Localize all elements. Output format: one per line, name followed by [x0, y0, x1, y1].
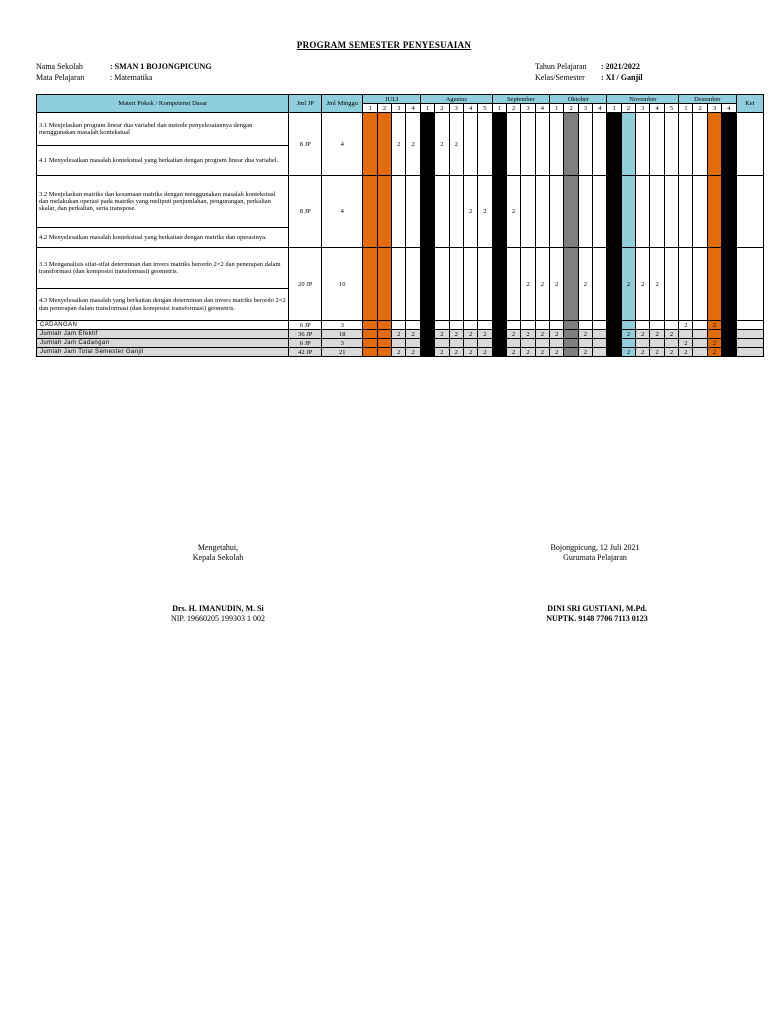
week-cell-orange	[707, 113, 721, 176]
week-cell	[679, 330, 693, 339]
week-cell	[650, 113, 664, 176]
week-cell: 2	[435, 330, 449, 339]
week-cell-orange	[707, 248, 721, 321]
kd-text: 4.1 Menyelesaikan masalah kontekstual yang berkaitan dengan program linear dua variabel.	[37, 146, 289, 176]
year-label: Tahun Pelajaran	[535, 62, 587, 71]
week-cell-orange	[377, 248, 391, 321]
week-cell: 2	[406, 113, 420, 176]
header-week: 2	[377, 104, 391, 113]
week-cell: 2	[679, 339, 693, 348]
ket-cell	[736, 330, 763, 339]
week-cell	[521, 176, 535, 248]
week-cell	[449, 248, 463, 321]
week-cell	[435, 176, 449, 248]
row-label: Jumlah Jam Total Semester Ganjil	[37, 348, 289, 357]
week-cell-orange	[377, 321, 391, 330]
week-cell	[506, 321, 520, 330]
school-label: Nama Sekolah	[36, 62, 83, 71]
week-cell: 2	[650, 330, 664, 339]
week-cell	[593, 248, 607, 321]
week-cell: 2	[478, 348, 492, 357]
week-cell	[463, 321, 477, 330]
week-cell: 2	[392, 330, 406, 339]
week-cell-black: 2	[607, 348, 621, 357]
header-week: 4	[593, 104, 607, 113]
jml-minggu: 3	[322, 321, 363, 330]
week-cell: 2	[406, 348, 420, 357]
week-cell-black: 2	[492, 176, 506, 248]
year-value: : 2021/2022	[601, 62, 640, 71]
week-cell: 2	[650, 248, 664, 321]
signature-left-name	[130, 604, 306, 624]
week-cell	[406, 321, 420, 330]
right-line2: Gurumata Pelajaran	[563, 553, 627, 562]
week-cell	[521, 339, 535, 348]
header-week: 2	[693, 104, 707, 113]
week-cell-black	[492, 339, 506, 348]
week-cell: 2	[664, 348, 678, 357]
week-cell	[463, 248, 477, 321]
week-cell-black: 2	[607, 330, 621, 339]
week-cell: 2	[636, 330, 650, 339]
week-cell-blue	[621, 113, 635, 176]
ket-cell	[736, 248, 763, 321]
week-cell: 2	[650, 348, 664, 357]
week-cell	[693, 330, 707, 339]
kd-text: 4.2 Menyelesaikan masalah kontekstual yang berkaitan dengan matriks dan operasinya.	[37, 228, 289, 248]
week-cell-gray	[564, 339, 578, 348]
week-cell-black	[607, 113, 621, 176]
ket-cell	[736, 339, 763, 348]
week-cell-black: 2	[722, 348, 736, 357]
header-week: 2	[564, 104, 578, 113]
jml-minggu: 21	[322, 348, 363, 357]
week-cell	[679, 176, 693, 248]
week-cell-orange	[363, 321, 377, 330]
header-week: 1	[363, 104, 377, 113]
header-week: 1	[550, 104, 564, 113]
week-cell: 2	[535, 348, 549, 357]
week-cell	[636, 339, 650, 348]
week-cell-orange	[363, 330, 377, 339]
week-cell	[406, 248, 420, 321]
week-cell	[593, 321, 607, 330]
kd-text: 3.2 Menjelaskan matriks dan kesamaan matriks dengan menggunakan masalah kontekstual dan melakukan operasi pada matriks yang meliputi penjumlahan, pengurangan, perkalian skalar, dan perkalian, serta transpose.	[37, 176, 289, 228]
header-week: 4	[535, 104, 549, 113]
week-cell: 2	[435, 113, 449, 176]
jml-minggu: 4	[322, 176, 363, 248]
week-cell: 2	[521, 330, 535, 339]
subject-label: Mata Pelajaran	[36, 73, 85, 82]
school-value: : SMAN 1 BOJONGPICUNG	[110, 62, 212, 71]
week-cell	[521, 321, 535, 330]
week-cell-orange	[363, 248, 377, 321]
signature-right-heading	[520, 543, 670, 563]
kd-text: 3.1 Menjelaskan program linear dua variabel dan metode penyelesaiannya dengan menggunakan masalah kontekstual	[37, 113, 289, 146]
week-cell	[435, 248, 449, 321]
semester-program-table	[36, 94, 764, 357]
week-cell-orange	[377, 176, 391, 248]
ket-cell	[736, 321, 763, 330]
jml-jp: 8 JP	[289, 176, 322, 248]
week-cell: 2	[578, 348, 592, 357]
week-cell	[664, 339, 678, 348]
header-week: 2	[435, 104, 449, 113]
week-cell	[550, 176, 564, 248]
week-cell	[435, 339, 449, 348]
header-week: 3	[636, 104, 650, 113]
week-cell	[578, 176, 592, 248]
week-cell	[664, 248, 678, 321]
week-cell: 2	[636, 348, 650, 357]
week-cell	[478, 321, 492, 330]
week-cell	[449, 339, 463, 348]
jml-jp: 20 JP	[289, 248, 322, 321]
week-cell	[650, 339, 664, 348]
header-month: Desember	[679, 95, 736, 104]
header-week: 5	[478, 104, 492, 113]
week-cell	[550, 113, 564, 176]
week-cell	[449, 176, 463, 248]
week-cell: 2	[506, 330, 520, 339]
week-cell-orange	[377, 348, 391, 357]
week-cell	[693, 176, 707, 248]
week-cell: 2	[435, 348, 449, 357]
week-cell: 2	[463, 330, 477, 339]
week-cell-orange: 2	[707, 348, 721, 357]
week-cell: 2	[506, 176, 520, 248]
week-cell	[593, 330, 607, 339]
header-week: 4	[463, 104, 477, 113]
jml-minggu: 10	[322, 248, 363, 321]
week-cell	[693, 348, 707, 357]
week-cell-orange	[707, 176, 721, 248]
week-cell	[392, 176, 406, 248]
jml-minggu: 18	[322, 330, 363, 339]
week-cell	[693, 339, 707, 348]
week-cell	[535, 176, 549, 248]
header-month: November	[607, 95, 679, 104]
header-jml-jp: Jml JP	[289, 95, 322, 113]
week-cell	[593, 339, 607, 348]
week-cell	[693, 113, 707, 176]
week-cell-orange: 2	[707, 339, 721, 348]
week-cell: 2	[679, 321, 693, 330]
week-cell-black: 2	[722, 321, 736, 330]
signature-left-heading	[140, 543, 296, 563]
week-cell	[392, 321, 406, 330]
week-cell-blue	[621, 339, 635, 348]
week-cell-orange	[363, 348, 377, 357]
header-month: Agustus	[420, 95, 492, 104]
week-cell	[664, 113, 678, 176]
week-cell	[578, 339, 592, 348]
week-cell-blue: 2	[621, 348, 635, 357]
week-cell-blue: 2	[621, 330, 635, 339]
week-cell-orange	[363, 339, 377, 348]
right-name: DINI SRI GUSTIANI, M.Pd.	[547, 604, 647, 613]
subject-value: : Matematika	[110, 73, 153, 82]
week-cell	[636, 321, 650, 330]
week-cell-black: 2	[722, 339, 736, 348]
week-cell	[550, 339, 564, 348]
header-month: Oktober	[550, 95, 607, 104]
header-week: 4	[650, 104, 664, 113]
left-line2: Kepala Sekolah	[192, 553, 244, 562]
right-line1: Bojongpicung, 12 Juli 2021	[550, 543, 640, 552]
week-cell-black	[607, 321, 621, 330]
week-cell-black	[420, 330, 434, 339]
week-cell	[693, 248, 707, 321]
week-cell-black	[420, 113, 434, 176]
row-label: Jumlah Jam Cadangan	[37, 339, 289, 348]
week-cell	[463, 339, 477, 348]
week-cell-orange	[707, 330, 721, 339]
header-week: 4	[406, 104, 420, 113]
week-cell: 2	[550, 330, 564, 339]
week-cell	[506, 113, 520, 176]
header-week: 1	[679, 104, 693, 113]
week-cell: 2	[463, 348, 477, 357]
week-cell: 2	[664, 330, 678, 339]
left-line1: Mengetahui,	[197, 543, 239, 552]
week-cell	[521, 113, 535, 176]
week-cell	[550, 321, 564, 330]
header-week: 4	[722, 104, 736, 113]
week-cell-black: 2	[492, 330, 506, 339]
week-cell	[506, 248, 520, 321]
header-week: 3	[578, 104, 592, 113]
week-cell-gray	[564, 248, 578, 321]
week-cell-black	[420, 176, 434, 248]
week-cell: 2	[535, 248, 549, 321]
header-week: 1	[492, 104, 506, 113]
week-cell-orange	[363, 113, 377, 176]
week-cell	[535, 113, 549, 176]
week-cell	[679, 113, 693, 176]
week-cell-black	[492, 113, 506, 176]
week-cell: 2	[392, 113, 406, 176]
week-cell: 2	[550, 348, 564, 357]
week-cell-orange	[377, 113, 391, 176]
week-cell-black	[492, 321, 506, 330]
week-cell: 2	[406, 330, 420, 339]
week-cell: 2	[478, 330, 492, 339]
info-left	[36, 61, 212, 83]
week-cell: 2	[636, 248, 650, 321]
week-cell	[406, 176, 420, 248]
week-cell-black	[420, 339, 434, 348]
jml-jp: 6 JP	[289, 321, 322, 330]
week-cell	[478, 248, 492, 321]
signature-right-name	[522, 604, 672, 624]
week-cell	[593, 176, 607, 248]
row-label: Jumlah Jam Efektif	[37, 330, 289, 339]
week-cell-blue	[621, 321, 635, 330]
document-title: PROGRAM SEMESTER PENYESUAIAN	[296, 40, 472, 50]
jml-minggu: 3	[322, 339, 363, 348]
week-cell-gray	[564, 113, 578, 176]
week-cell-orange	[377, 330, 391, 339]
week-cell-black	[420, 321, 434, 330]
week-cell	[392, 339, 406, 348]
jml-minggu: 4	[322, 113, 363, 176]
week-cell-orange	[363, 176, 377, 248]
week-cell-orange: 2	[707, 321, 721, 330]
week-cell	[593, 348, 607, 357]
week-cell	[650, 321, 664, 330]
jml-jp: 36 JP	[289, 330, 322, 339]
week-cell-black	[722, 176, 736, 248]
header-month: JULI	[363, 95, 420, 104]
week-cell-black	[722, 330, 736, 339]
week-cell	[463, 113, 477, 176]
week-cell	[636, 176, 650, 248]
class-label: Kelas/Semester	[535, 73, 585, 82]
jml-jp: 6 JP	[289, 339, 322, 348]
header-week: 2	[621, 104, 635, 113]
week-cell-black	[607, 339, 621, 348]
week-cell-gray	[564, 176, 578, 248]
week-cell-black	[420, 348, 434, 357]
week-cell	[693, 321, 707, 330]
jml-jp: 42 JP	[289, 348, 322, 357]
week-cell: 2	[449, 330, 463, 339]
week-cell	[392, 248, 406, 321]
week-cell-black	[607, 176, 621, 248]
class-value: : XI / Ganjil	[601, 73, 643, 82]
week-cell: 2	[521, 348, 535, 357]
week-cell: 2	[578, 248, 592, 321]
header-ket: Ket	[736, 95, 763, 113]
week-cell	[478, 113, 492, 176]
kd-text: 3.3 Menganalisis sifat-sifat determinan dan invers matriks berordo 2×2 dan penerapan dalam transformasi (dan komposisi transformasi) geometris.	[37, 248, 289, 289]
header-week: 5	[664, 104, 678, 113]
week-cell	[435, 321, 449, 330]
week-cell-gray	[564, 330, 578, 339]
week-cell	[449, 321, 463, 330]
week-cell-black	[420, 248, 434, 321]
info-right	[535, 61, 643, 83]
week-cell	[679, 248, 693, 321]
week-cell-gray	[564, 321, 578, 330]
header-week: 3	[521, 104, 535, 113]
kd-text: 4.3 Menyelesaikan masalah yang berkaitan dengan determinan dan invers matriks berordo 2×2 dan penerapan dalam transformasi (dan komposisi transformasi) geometris.	[37, 289, 289, 321]
week-cell	[478, 339, 492, 348]
week-cell-blue	[621, 176, 635, 248]
header-materi: Materi Pokok / Kompetensi Dasar	[37, 95, 289, 113]
header-month: September	[492, 95, 549, 104]
week-cell-orange	[377, 339, 391, 348]
week-cell-black	[722, 248, 736, 321]
week-cell: 2	[578, 330, 592, 339]
week-cell: 2	[679, 348, 693, 357]
header-week: 1	[607, 104, 621, 113]
header-week: 3	[449, 104, 463, 113]
week-cell	[406, 339, 420, 348]
week-cell-gray	[564, 348, 578, 357]
header-week: 2	[506, 104, 520, 113]
week-cell: 2	[535, 330, 549, 339]
week-cell: 2	[392, 348, 406, 357]
jml-jp: 8 JP	[289, 113, 322, 176]
week-cell-black	[722, 113, 736, 176]
week-cell: 2	[449, 113, 463, 176]
header-week: 3	[707, 104, 721, 113]
week-cell-blue: 2	[621, 248, 635, 321]
ket-cell	[736, 348, 763, 357]
week-cell	[650, 176, 664, 248]
week-cell-black: 2	[492, 348, 506, 357]
week-cell	[535, 339, 549, 348]
week-cell	[636, 113, 650, 176]
week-cell-black: 2	[607, 248, 621, 321]
row-label: CADANGAN	[37, 321, 289, 330]
week-cell: 2	[478, 176, 492, 248]
header-week: 3	[392, 104, 406, 113]
left-id: NIP. 19660205 199303 1 002	[170, 614, 265, 623]
week-cell	[506, 339, 520, 348]
week-cell	[535, 321, 549, 330]
left-name: Drs. H. IMANUDIN, M. Si	[172, 604, 264, 613]
week-cell	[578, 321, 592, 330]
week-cell: 2	[506, 348, 520, 357]
week-cell	[578, 113, 592, 176]
header-jml-minggu: Jml Minggu	[322, 95, 363, 113]
week-cell: 2	[550, 248, 564, 321]
right-id: NUPTK. 9148 7706 7113 0123	[546, 614, 648, 623]
ket-cell	[736, 113, 763, 176]
week-cell	[664, 321, 678, 330]
week-cell	[593, 113, 607, 176]
week-cell-black	[492, 248, 506, 321]
week-cell: 2	[521, 248, 535, 321]
header-week: 1	[420, 104, 434, 113]
week-cell: 2	[463, 176, 477, 248]
week-cell	[664, 176, 678, 248]
week-cell: 2	[449, 348, 463, 357]
ket-cell	[736, 176, 763, 248]
